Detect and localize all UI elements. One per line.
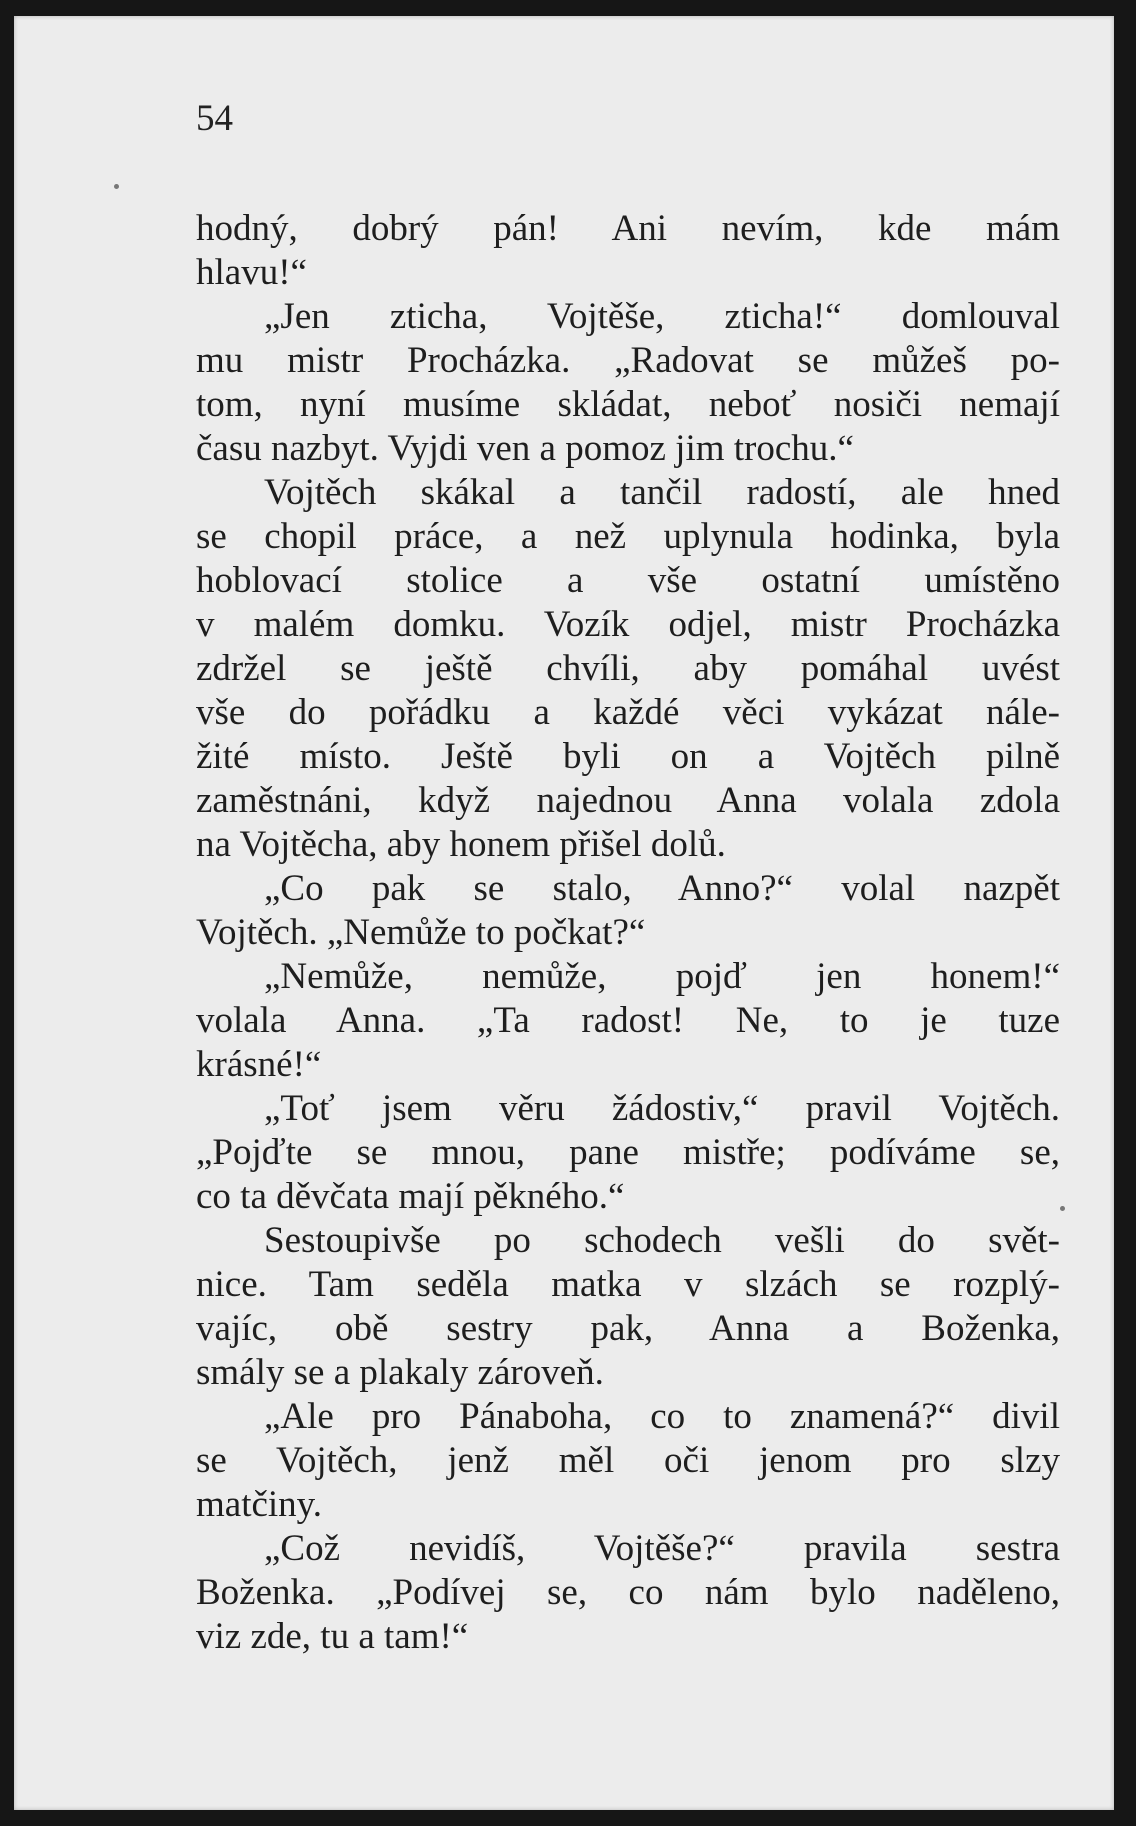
text-line: volala Anna. „Ta radost! Ne, to je tuze xyxy=(196,1000,1060,1041)
text-line: se Vojtěch, jenž měl oči jenom pro slzy xyxy=(196,1440,1060,1481)
scan-speck xyxy=(114,184,119,189)
page-number: 54 xyxy=(196,98,233,139)
text-line: žité místo. Ještě byli on a Vojtěch pilně xyxy=(196,736,1060,777)
text-line: „Nemůže, nemůže, pojď jen honem!“ xyxy=(264,956,1060,997)
text-line: hoblovací stolice a vše ostatní umístěno xyxy=(196,560,1060,601)
text-line: viz zde, tu a tam!“ xyxy=(196,1616,469,1657)
text-line: „Což nevidíš, Vojtěše?“ pravila sestra xyxy=(264,1528,1060,1569)
text-line: hlavu!“ xyxy=(196,252,307,293)
text-line: v malém domku. Vozík odjel, mistr Procházka xyxy=(196,604,1060,645)
text-line: „Jen zticha, Vojtěše, zticha!“ domlouval xyxy=(264,296,1060,337)
text-line: zdržel se ještě chvíli, aby pomáhal uvést xyxy=(196,648,1060,689)
text-line: zaměstnáni, když najednou Anna volala zdola xyxy=(196,780,1060,821)
text-line: se chopil práce, a než uplynula hodinka, byla xyxy=(196,516,1060,557)
text-line: vše do pořádku a každé věci vykázat nále- xyxy=(196,692,1060,733)
text-line: nice. Tam seděla matka v slzách se rozplý- xyxy=(196,1264,1060,1305)
text-line: co ta děvčata mají pěkného.“ xyxy=(196,1176,625,1217)
text-line: „Toť jsem věru žádostiv,“ pravil Vojtěch. xyxy=(264,1088,1060,1129)
text-line: Boženka. „Podívej se, co nám bylo naděleno, xyxy=(196,1572,1060,1613)
text-line: mu mistr Procházka. „Radovat se můžeš po- xyxy=(196,340,1060,381)
text-line: Sestoupivše po schodech vešli do svět- xyxy=(264,1220,1060,1261)
body-text xyxy=(196,207,1060,1659)
text-line: Vojtěch skákal a tančil radostí, ale hned xyxy=(264,472,1060,513)
text-line: „Ale pro Pánaboha, co to znamená?“ divil xyxy=(264,1396,1060,1437)
scan-speck xyxy=(1060,1206,1065,1211)
text-line: na Vojtěcha, aby honem přišel dolů. xyxy=(196,824,726,865)
text-line: Vojtěch. „Nemůže to počkat?“ xyxy=(196,912,646,953)
text-line: „Co pak se stalo, Anno?“ volal nazpět xyxy=(264,868,1060,909)
text-line: smály se a plakaly zároveň. xyxy=(196,1352,604,1393)
text-line: krásné!“ xyxy=(196,1044,322,1085)
text-line: vajíc, obě sestry pak, Anna a Boženka, xyxy=(196,1308,1060,1349)
text-line: času nazbyt. Vyjdi ven a pomoz jim trochu.“ xyxy=(196,428,854,469)
text-line: matčiny. xyxy=(196,1484,323,1525)
text-line: „Pojďte se mnou, pane mistře; podíváme se, xyxy=(196,1132,1060,1173)
text-line: hodný, dobrý pán! Ani nevím, kde mám xyxy=(196,208,1060,249)
text-line: tom, nyní musíme skládat, neboť nosiči nemají xyxy=(196,384,1060,425)
